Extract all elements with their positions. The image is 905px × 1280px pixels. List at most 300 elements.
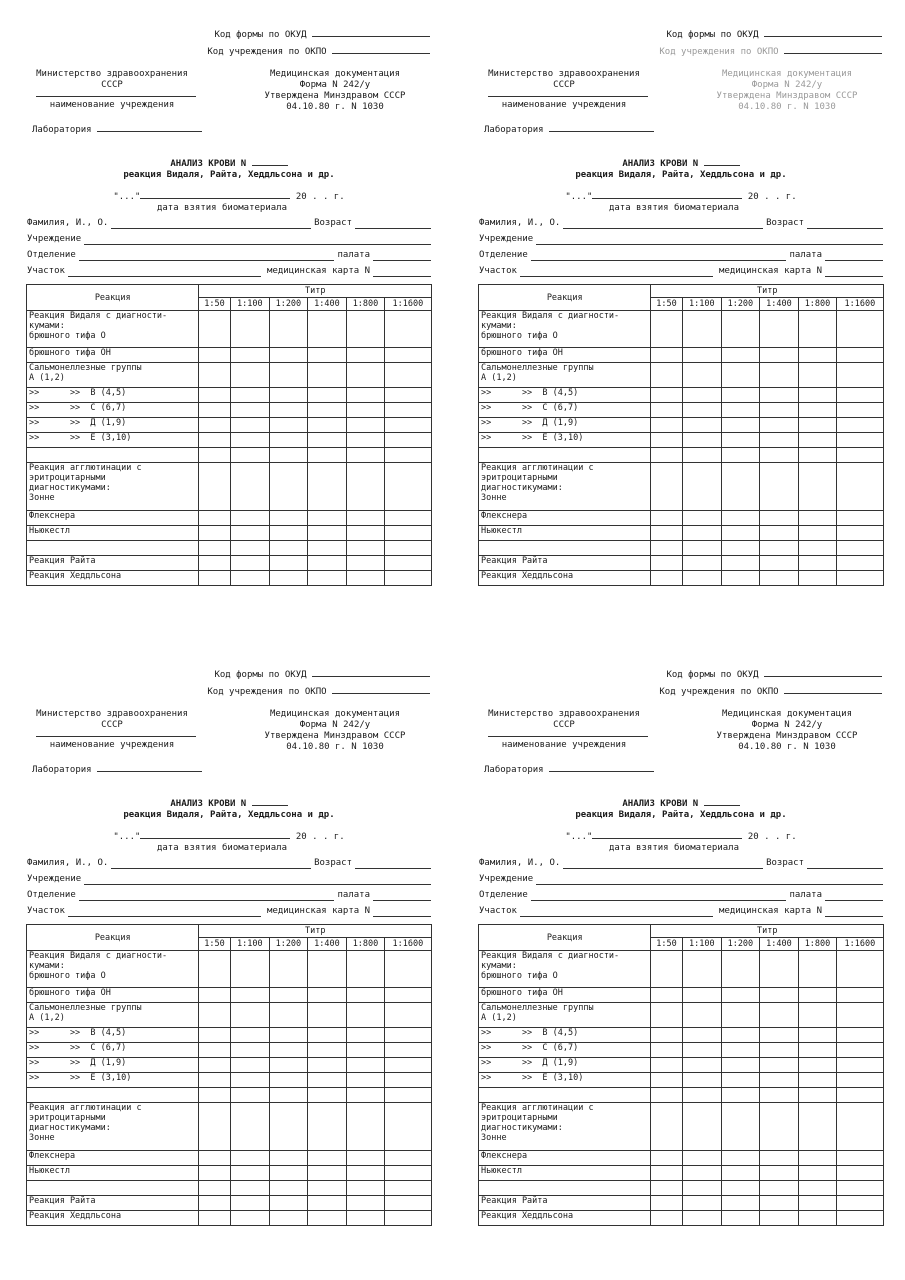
titer-value-cell[interactable] — [384, 1166, 431, 1181]
ward-field[interactable] — [373, 251, 431, 261]
titer-value-cell[interactable] — [759, 571, 799, 586]
titer-value-cell[interactable] — [384, 526, 431, 541]
titer-value-cell[interactable] — [384, 1196, 431, 1211]
titer-value-cell[interactable] — [270, 1181, 307, 1196]
titer-value-cell[interactable] — [799, 556, 836, 571]
titer-value-cell[interactable] — [307, 1211, 347, 1226]
titer-value-cell[interactable] — [759, 403, 799, 418]
department-field[interactable] — [531, 891, 787, 901]
titer-value-cell[interactable] — [307, 1166, 347, 1181]
titer-value-cell[interactable] — [230, 388, 270, 403]
titer-value-cell[interactable] — [347, 526, 384, 541]
date-field[interactable] — [592, 830, 742, 839]
titer-value-cell[interactable] — [270, 1166, 307, 1181]
titer-value-cell[interactable] — [199, 1003, 230, 1028]
institution-name-field[interactable] — [36, 731, 196, 737]
titer-value-cell[interactable] — [836, 433, 883, 448]
titer-value-cell[interactable] — [651, 511, 682, 526]
titer-value-cell[interactable] — [270, 448, 307, 463]
titer-value-cell[interactable] — [230, 433, 270, 448]
titer-value-cell[interactable] — [199, 1073, 230, 1088]
titer-value-cell[interactable] — [270, 1196, 307, 1211]
titer-value-cell[interactable] — [759, 1073, 799, 1088]
titer-value-cell[interactable] — [759, 526, 799, 541]
titer-value-cell[interactable] — [270, 1211, 307, 1226]
titer-value-cell[interactable] — [651, 1043, 682, 1058]
titer-value-cell[interactable] — [682, 511, 722, 526]
titer-value-cell[interactable] — [836, 526, 883, 541]
titer-value-cell[interactable] — [651, 988, 682, 1003]
titer-value-cell[interactable] — [199, 556, 230, 571]
titer-value-cell[interactable] — [759, 1181, 799, 1196]
date-field[interactable] — [592, 190, 742, 199]
titer-value-cell[interactable] — [682, 348, 722, 363]
district-field[interactable] — [520, 267, 713, 277]
titer-value-cell[interactable] — [799, 1166, 836, 1181]
titer-value-cell[interactable] — [722, 556, 759, 571]
institution-name-field[interactable] — [488, 731, 648, 737]
titer-value-cell[interactable] — [384, 403, 431, 418]
titer-value-cell[interactable] — [384, 311, 431, 348]
titer-value-cell[interactable] — [347, 433, 384, 448]
titer-value-cell[interactable] — [799, 511, 836, 526]
titer-value-cell[interactable] — [270, 348, 307, 363]
titer-value-cell[interactable] — [307, 1043, 347, 1058]
titer-value-cell[interactable] — [651, 541, 682, 556]
titer-value-cell[interactable] — [199, 1088, 230, 1103]
titer-value-cell[interactable] — [722, 348, 759, 363]
titer-value-cell[interactable] — [347, 1166, 384, 1181]
titer-value-cell[interactable] — [682, 526, 722, 541]
titer-value-cell[interactable] — [347, 1043, 384, 1058]
titer-value-cell[interactable] — [836, 1151, 883, 1166]
titer-value-cell[interactable] — [799, 1003, 836, 1028]
titer-value-cell[interactable] — [651, 448, 682, 463]
titer-value-cell[interactable] — [836, 448, 883, 463]
titer-value-cell[interactable] — [722, 988, 759, 1003]
titer-value-cell[interactable] — [651, 1003, 682, 1028]
titer-value-cell[interactable] — [199, 448, 230, 463]
titer-value-cell[interactable] — [307, 1028, 347, 1043]
titer-value-cell[interactable] — [307, 348, 347, 363]
okpo-code-field[interactable] — [332, 685, 430, 694]
titer-value-cell[interactable] — [799, 388, 836, 403]
titer-value-cell[interactable] — [759, 1043, 799, 1058]
titer-value-cell[interactable] — [199, 541, 230, 556]
titer-value-cell[interactable] — [384, 541, 431, 556]
titer-value-cell[interactable] — [651, 433, 682, 448]
titer-value-cell[interactable] — [384, 418, 431, 433]
titer-value-cell[interactable] — [384, 363, 431, 388]
titer-value-cell[interactable] — [799, 1043, 836, 1058]
titer-value-cell[interactable] — [270, 388, 307, 403]
district-field[interactable] — [520, 907, 713, 917]
titer-value-cell[interactable] — [199, 988, 230, 1003]
titer-value-cell[interactable] — [230, 541, 270, 556]
titer-value-cell[interactable] — [722, 311, 759, 348]
titer-value-cell[interactable] — [722, 1166, 759, 1181]
titer-value-cell[interactable] — [722, 1181, 759, 1196]
titer-value-cell[interactable] — [799, 1088, 836, 1103]
department-field[interactable] — [79, 891, 335, 901]
titer-value-cell[interactable] — [199, 951, 230, 988]
titer-value-cell[interactable] — [270, 1103, 307, 1151]
titer-value-cell[interactable] — [199, 1196, 230, 1211]
titer-value-cell[interactable] — [384, 448, 431, 463]
titer-value-cell[interactable] — [347, 1003, 384, 1028]
titer-value-cell[interactable] — [307, 951, 347, 988]
age-field[interactable] — [355, 219, 431, 229]
age-field[interactable] — [355, 859, 431, 869]
okud-code-field[interactable] — [764, 28, 882, 37]
analysis-number-field[interactable] — [252, 157, 288, 166]
titer-value-cell[interactable] — [682, 1028, 722, 1043]
titer-value-cell[interactable] — [199, 403, 230, 418]
titer-value-cell[interactable] — [270, 511, 307, 526]
titer-value-cell[interactable] — [270, 951, 307, 988]
titer-value-cell[interactable] — [722, 511, 759, 526]
titer-value-cell[interactable] — [836, 1088, 883, 1103]
titer-value-cell[interactable] — [759, 1028, 799, 1043]
titer-value-cell[interactable] — [230, 1196, 270, 1211]
titer-value-cell[interactable] — [307, 388, 347, 403]
titer-value-cell[interactable] — [347, 363, 384, 388]
titer-value-cell[interactable] — [722, 1088, 759, 1103]
titer-value-cell[interactable] — [836, 418, 883, 433]
medcard-field[interactable] — [373, 267, 431, 277]
titer-value-cell[interactable] — [347, 463, 384, 511]
titer-value-cell[interactable] — [347, 556, 384, 571]
titer-value-cell[interactable] — [836, 1003, 883, 1028]
titer-value-cell[interactable] — [347, 1103, 384, 1151]
titer-value-cell[interactable] — [682, 1166, 722, 1181]
titer-value-cell[interactable] — [199, 418, 230, 433]
titer-value-cell[interactable] — [199, 1211, 230, 1226]
titer-value-cell[interactable] — [384, 511, 431, 526]
surname-field[interactable] — [563, 219, 763, 229]
titer-value-cell[interactable] — [199, 526, 230, 541]
titer-value-cell[interactable] — [651, 1088, 682, 1103]
titer-value-cell[interactable] — [836, 348, 883, 363]
titer-value-cell[interactable] — [682, 1043, 722, 1058]
titer-value-cell[interactable] — [651, 363, 682, 388]
age-field[interactable] — [807, 219, 883, 229]
titer-value-cell[interactable] — [384, 348, 431, 363]
titer-value-cell[interactable] — [722, 1151, 759, 1166]
titer-value-cell[interactable] — [651, 1166, 682, 1181]
titer-value-cell[interactable] — [759, 556, 799, 571]
district-field[interactable] — [68, 267, 261, 277]
analysis-number-field[interactable] — [704, 797, 740, 806]
titer-value-cell[interactable] — [199, 1151, 230, 1166]
titer-value-cell[interactable] — [759, 511, 799, 526]
titer-value-cell[interactable] — [307, 1073, 347, 1088]
titer-value-cell[interactable] — [230, 951, 270, 988]
titer-value-cell[interactable] — [722, 526, 759, 541]
titer-value-cell[interactable] — [799, 541, 836, 556]
titer-value-cell[interactable] — [651, 1196, 682, 1211]
titer-value-cell[interactable] — [759, 1058, 799, 1073]
titer-value-cell[interactable] — [799, 463, 836, 511]
titer-value-cell[interactable] — [836, 951, 883, 988]
titer-value-cell[interactable] — [307, 556, 347, 571]
titer-value-cell[interactable] — [836, 311, 883, 348]
titer-value-cell[interactable] — [722, 1003, 759, 1028]
titer-value-cell[interactable] — [230, 311, 270, 348]
titer-value-cell[interactable] — [384, 1151, 431, 1166]
titer-value-cell[interactable] — [307, 418, 347, 433]
titer-value-cell[interactable] — [270, 556, 307, 571]
titer-value-cell[interactable] — [682, 1196, 722, 1211]
titer-value-cell[interactable] — [759, 1003, 799, 1028]
titer-value-cell[interactable] — [384, 1103, 431, 1151]
titer-value-cell[interactable] — [347, 418, 384, 433]
titer-value-cell[interactable] — [759, 1103, 799, 1151]
titer-value-cell[interactable] — [682, 1088, 722, 1103]
titer-value-cell[interactable] — [347, 511, 384, 526]
surname-field[interactable] — [563, 859, 763, 869]
titer-value-cell[interactable] — [682, 951, 722, 988]
okpo-code-field[interactable] — [784, 685, 882, 694]
titer-value-cell[interactable] — [270, 541, 307, 556]
titer-value-cell[interactable] — [836, 463, 883, 511]
titer-value-cell[interactable] — [199, 571, 230, 586]
surname-field[interactable] — [111, 219, 311, 229]
titer-value-cell[interactable] — [722, 1196, 759, 1211]
titer-value-cell[interactable] — [799, 403, 836, 418]
titer-value-cell[interactable] — [759, 388, 799, 403]
okud-code-field[interactable] — [764, 668, 882, 677]
okud-code-field[interactable] — [312, 668, 430, 677]
titer-value-cell[interactable] — [682, 1073, 722, 1088]
titer-value-cell[interactable] — [270, 403, 307, 418]
titer-value-cell[interactable] — [199, 1028, 230, 1043]
titer-value-cell[interactable] — [199, 1181, 230, 1196]
titer-value-cell[interactable] — [199, 311, 230, 348]
titer-value-cell[interactable] — [682, 1058, 722, 1073]
titer-value-cell[interactable] — [384, 951, 431, 988]
titer-value-cell[interactable] — [799, 433, 836, 448]
laboratory-field[interactable] — [549, 763, 654, 772]
titer-value-cell[interactable] — [230, 1073, 270, 1088]
titer-value-cell[interactable] — [722, 541, 759, 556]
titer-value-cell[interactable] — [384, 556, 431, 571]
institution-field[interactable] — [84, 875, 431, 885]
surname-field[interactable] — [111, 859, 311, 869]
titer-value-cell[interactable] — [307, 1003, 347, 1028]
titer-value-cell[interactable] — [347, 311, 384, 348]
titer-value-cell[interactable] — [759, 433, 799, 448]
titer-value-cell[interactable] — [347, 951, 384, 988]
laboratory-field[interactable] — [97, 763, 202, 772]
titer-value-cell[interactable] — [722, 388, 759, 403]
titer-value-cell[interactable] — [384, 1088, 431, 1103]
titer-value-cell[interactable] — [651, 1211, 682, 1226]
titer-value-cell[interactable] — [384, 988, 431, 1003]
ward-field[interactable] — [825, 891, 883, 901]
analysis-number-field[interactable] — [252, 797, 288, 806]
titer-value-cell[interactable] — [682, 571, 722, 586]
date-field[interactable] — [140, 190, 290, 199]
titer-value-cell[interactable] — [836, 1043, 883, 1058]
titer-value-cell[interactable] — [199, 1058, 230, 1073]
medcard-field[interactable] — [825, 907, 883, 917]
titer-value-cell[interactable] — [799, 951, 836, 988]
titer-value-cell[interactable] — [682, 388, 722, 403]
department-field[interactable] — [79, 251, 335, 261]
titer-value-cell[interactable] — [682, 433, 722, 448]
titer-value-cell[interactable] — [230, 363, 270, 388]
titer-value-cell[interactable] — [347, 988, 384, 1003]
titer-value-cell[interactable] — [307, 311, 347, 348]
titer-value-cell[interactable] — [836, 1058, 883, 1073]
titer-value-cell[interactable] — [836, 988, 883, 1003]
titer-value-cell[interactable] — [230, 988, 270, 1003]
titer-value-cell[interactable] — [722, 363, 759, 388]
titer-value-cell[interactable] — [836, 388, 883, 403]
titer-value-cell[interactable] — [199, 511, 230, 526]
titer-value-cell[interactable] — [270, 571, 307, 586]
titer-value-cell[interactable] — [307, 541, 347, 556]
titer-value-cell[interactable] — [836, 511, 883, 526]
institution-name-field[interactable] — [488, 91, 648, 97]
titer-value-cell[interactable] — [230, 403, 270, 418]
titer-value-cell[interactable] — [651, 571, 682, 586]
titer-value-cell[interactable] — [270, 1028, 307, 1043]
titer-value-cell[interactable] — [384, 1211, 431, 1226]
titer-value-cell[interactable] — [307, 448, 347, 463]
titer-value-cell[interactable] — [230, 511, 270, 526]
medcard-field[interactable] — [825, 267, 883, 277]
titer-value-cell[interactable] — [384, 1058, 431, 1073]
titer-value-cell[interactable] — [384, 1003, 431, 1028]
laboratory-field[interactable] — [97, 123, 202, 132]
titer-value-cell[interactable] — [347, 571, 384, 586]
titer-value-cell[interactable] — [722, 1103, 759, 1151]
titer-value-cell[interactable] — [759, 348, 799, 363]
titer-value-cell[interactable] — [230, 348, 270, 363]
titer-value-cell[interactable] — [199, 388, 230, 403]
titer-value-cell[interactable] — [836, 1181, 883, 1196]
titer-value-cell[interactable] — [836, 556, 883, 571]
titer-value-cell[interactable] — [682, 1151, 722, 1166]
okud-code-field[interactable] — [312, 28, 430, 37]
titer-value-cell[interactable] — [836, 403, 883, 418]
titer-value-cell[interactable] — [799, 1028, 836, 1043]
titer-value-cell[interactable] — [347, 1058, 384, 1073]
titer-value-cell[interactable] — [836, 1211, 883, 1226]
titer-value-cell[interactable] — [682, 1181, 722, 1196]
titer-value-cell[interactable] — [270, 311, 307, 348]
titer-value-cell[interactable] — [230, 571, 270, 586]
titer-value-cell[interactable] — [230, 526, 270, 541]
titer-value-cell[interactable] — [799, 448, 836, 463]
titer-value-cell[interactable] — [799, 1181, 836, 1196]
titer-value-cell[interactable] — [836, 1028, 883, 1043]
titer-value-cell[interactable] — [230, 1211, 270, 1226]
analysis-number-field[interactable] — [704, 157, 740, 166]
titer-value-cell[interactable] — [799, 311, 836, 348]
titer-value-cell[interactable] — [307, 988, 347, 1003]
titer-value-cell[interactable] — [347, 1211, 384, 1226]
titer-value-cell[interactable] — [682, 363, 722, 388]
titer-value-cell[interactable] — [759, 1088, 799, 1103]
laboratory-field[interactable] — [549, 123, 654, 132]
titer-value-cell[interactable] — [722, 433, 759, 448]
titer-value-cell[interactable] — [230, 1058, 270, 1073]
titer-value-cell[interactable] — [799, 1196, 836, 1211]
titer-value-cell[interactable] — [799, 526, 836, 541]
titer-value-cell[interactable] — [307, 1181, 347, 1196]
titer-value-cell[interactable] — [836, 1166, 883, 1181]
titer-value-cell[interactable] — [759, 363, 799, 388]
titer-value-cell[interactable] — [759, 311, 799, 348]
titer-value-cell[interactable] — [759, 541, 799, 556]
titer-value-cell[interactable] — [682, 541, 722, 556]
titer-value-cell[interactable] — [682, 403, 722, 418]
ward-field[interactable] — [373, 891, 431, 901]
titer-value-cell[interactable] — [307, 1088, 347, 1103]
titer-value-cell[interactable] — [347, 1196, 384, 1211]
titer-value-cell[interactable] — [836, 363, 883, 388]
titer-value-cell[interactable] — [230, 1103, 270, 1151]
titer-value-cell[interactable] — [270, 463, 307, 511]
titer-value-cell[interactable] — [682, 556, 722, 571]
titer-value-cell[interactable] — [682, 418, 722, 433]
titer-value-cell[interactable] — [230, 1028, 270, 1043]
titer-value-cell[interactable] — [682, 988, 722, 1003]
titer-value-cell[interactable] — [307, 571, 347, 586]
titer-value-cell[interactable] — [759, 1196, 799, 1211]
titer-value-cell[interactable] — [307, 1058, 347, 1073]
titer-value-cell[interactable] — [384, 1028, 431, 1043]
date-field[interactable] — [140, 830, 290, 839]
okpo-code-field[interactable] — [784, 45, 882, 54]
titer-value-cell[interactable] — [307, 1103, 347, 1151]
titer-value-cell[interactable] — [651, 418, 682, 433]
titer-value-cell[interactable] — [347, 1151, 384, 1166]
titer-value-cell[interactable] — [230, 1151, 270, 1166]
titer-value-cell[interactable] — [836, 1103, 883, 1151]
titer-value-cell[interactable] — [759, 448, 799, 463]
titer-value-cell[interactable] — [836, 1073, 883, 1088]
titer-value-cell[interactable] — [651, 311, 682, 348]
titer-value-cell[interactable] — [199, 348, 230, 363]
titer-value-cell[interactable] — [799, 1058, 836, 1073]
institution-name-field[interactable] — [36, 91, 196, 97]
titer-value-cell[interactable] — [347, 388, 384, 403]
titer-value-cell[interactable] — [307, 363, 347, 388]
titer-value-cell[interactable] — [270, 363, 307, 388]
titer-value-cell[interactable] — [651, 556, 682, 571]
titer-value-cell[interactable] — [230, 556, 270, 571]
titer-value-cell[interactable] — [230, 1043, 270, 1058]
titer-value-cell[interactable] — [651, 1103, 682, 1151]
titer-value-cell[interactable] — [759, 988, 799, 1003]
titer-value-cell[interactable] — [682, 463, 722, 511]
titer-value-cell[interactable] — [347, 1028, 384, 1043]
titer-value-cell[interactable] — [682, 1103, 722, 1151]
titer-value-cell[interactable] — [270, 1003, 307, 1028]
titer-value-cell[interactable] — [230, 1003, 270, 1028]
titer-value-cell[interactable] — [270, 1058, 307, 1073]
titer-value-cell[interactable] — [384, 433, 431, 448]
titer-value-cell[interactable] — [199, 363, 230, 388]
titer-value-cell[interactable] — [651, 1181, 682, 1196]
titer-value-cell[interactable] — [799, 1103, 836, 1151]
titer-value-cell[interactable] — [230, 1166, 270, 1181]
titer-value-cell[interactable] — [722, 403, 759, 418]
